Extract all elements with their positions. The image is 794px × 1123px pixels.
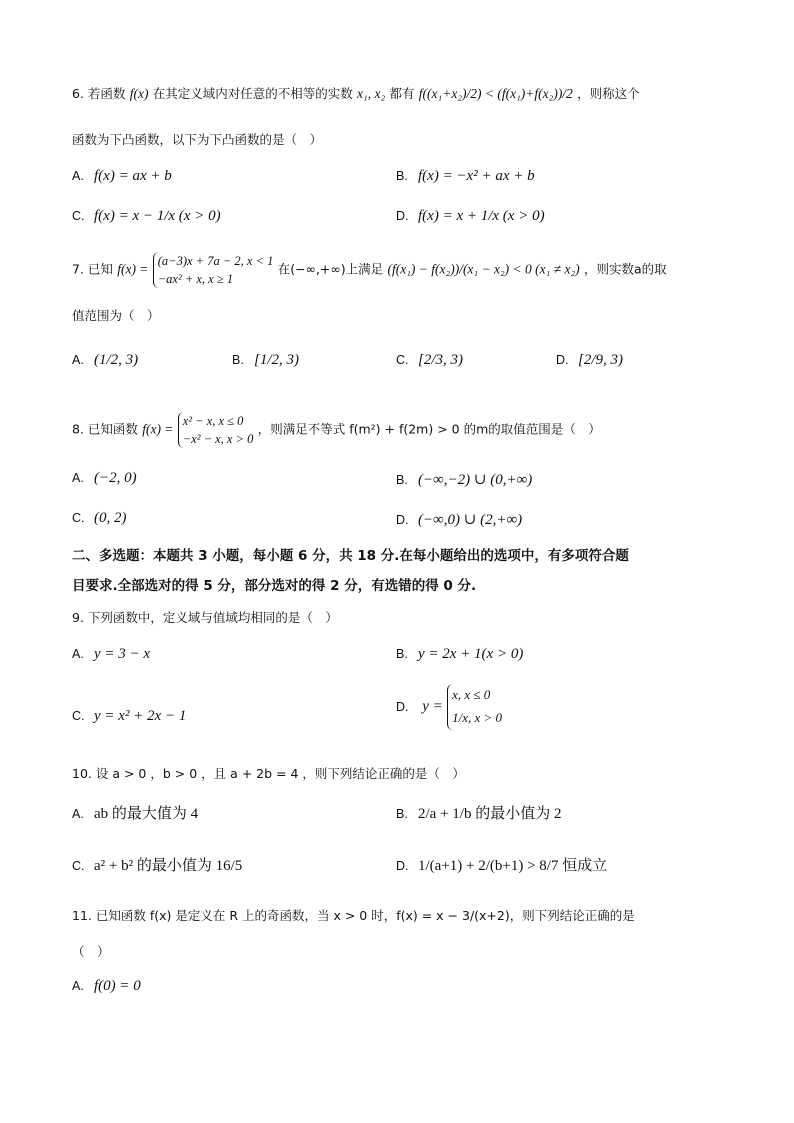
question-6-line-1	[72, 86, 640, 102]
q7-option-b: B. [1/2, 3)	[232, 352, 299, 368]
q9-option-d: D. y = x, x ≤ 0 1/x, x > 0	[396, 684, 502, 730]
question-9-line-1: 9. 下列函数中，定义域与值域均相同的是（ ）	[72, 610, 338, 625]
q8-option-c: C. (0, 2)	[72, 510, 127, 526]
q7-option-d: D. [2/9, 3)	[556, 352, 623, 368]
question-10-line-1: 10. 设 a > 0 ，b > 0 ，且 a + 2b = 4 ，则下列结论正确的是（ ）	[72, 766, 465, 781]
q6-inequality: f((x₁+x₂)/2) < (f(x₁)+f(x₂))/2	[418, 86, 573, 101]
q8-piecewise: x² − x, x ≤ 0 −x² − x, x > 0	[178, 412, 254, 448]
section-2-heading-line-1: 二、多选题：本题共 3 小题，每小题 6 分，共 18 分.在每小题给出的选项中，有多项符合题	[72, 548, 629, 564]
q6-option-d: D. f(x) = x + 1/x (x > 0)	[396, 208, 545, 224]
q10-option-c: C. a² + b² 的最小值为 16/5	[72, 858, 243, 874]
q9-option-a: A. y = 3 − x	[72, 646, 151, 662]
q6-vars: x₁, x₂	[357, 86, 386, 101]
q6-option-a: A. f(x) = ax + b	[72, 168, 172, 184]
q6-suffix: ，则称这个	[577, 86, 640, 101]
q7-option-c: C. [2/3, 3)	[396, 352, 463, 368]
section-2-heading-line-2: 目要求.全部选对的得 5 分，部分选对的得 2 分，有选错的得 0 分.	[72, 578, 477, 594]
question-11-line-1: 11. 已知函数 f(x) 是定义在 R 上的奇函数，当 x > 0 时，f(x) = x − 3/(x+2)，则下列结论正确的是	[72, 908, 635, 923]
q6-have: 都有	[389, 86, 415, 101]
question-7-line-2: 值范围为（ ）	[72, 308, 160, 323]
q10-option-b: B. 2/a + 1/b 的最小值为 2	[396, 806, 562, 822]
question-8-line-1: 8. 已知函数 f(x) = x² − x, x ≤ 0 −x² − x, x > 0 ，则满足不等式 f(m²) + f(2m) > 0 的m的取值范围是（ ）	[72, 412, 601, 448]
q10-option-a: A. ab 的最大值为 4	[72, 806, 199, 822]
q6-function: f(x)	[129, 86, 149, 101]
q7-option-a: A. (1/2, 3)	[72, 352, 139, 368]
q9-option-b: B. y = 2x + 1(x > 0)	[396, 646, 524, 662]
question-11-line-2: （ ）	[72, 944, 110, 959]
q7-piecewise: (a−3)x + 7a − 2, x < 1 −ax² + x, x ≥ 1	[153, 252, 274, 288]
q8-option-d: D. (−∞,0) ∪ (2,+∞)	[396, 512, 523, 528]
q11-option-a: A. f(0) = 0	[72, 978, 141, 994]
q6-middle: 在其定义域内对任意的不相等的实数	[152, 86, 353, 101]
q9-option-c: C. y = x² + 2x − 1	[72, 708, 187, 724]
q9-d-piecewise: x, x ≤ 0 1/x, x > 0	[447, 684, 502, 730]
q6-option-b: B. f(x) = −x² + ax + b	[396, 168, 535, 184]
q10-option-d: D. 1/(a+1) + 2/(b+1) > 8/7 恒成立	[396, 858, 608, 874]
question-6-line-2: 函数为下凸函数，以下为下凸函数的是（ ）	[72, 132, 323, 147]
q8-option-a: A. (−2, 0)	[72, 470, 137, 486]
q6-option-c: C. f(x) = x − 1/x (x > 0)	[72, 208, 221, 224]
question-7-line-1: 7. 已知 f(x) = (a−3)x + 7a − 2, x < 1 −ax² + x, x ≥ 1 在(−∞,+∞)上满足 (f(x₁) − f(x₂))/(x₁ − x₂) < 0 (x₁ ≠ x₂) ，则实数a的取	[72, 252, 667, 288]
q8-option-b: B. (−∞,−2) ∪ (0,+∞)	[396, 472, 533, 488]
q6-prefix: 6. 若函数	[72, 86, 126, 101]
